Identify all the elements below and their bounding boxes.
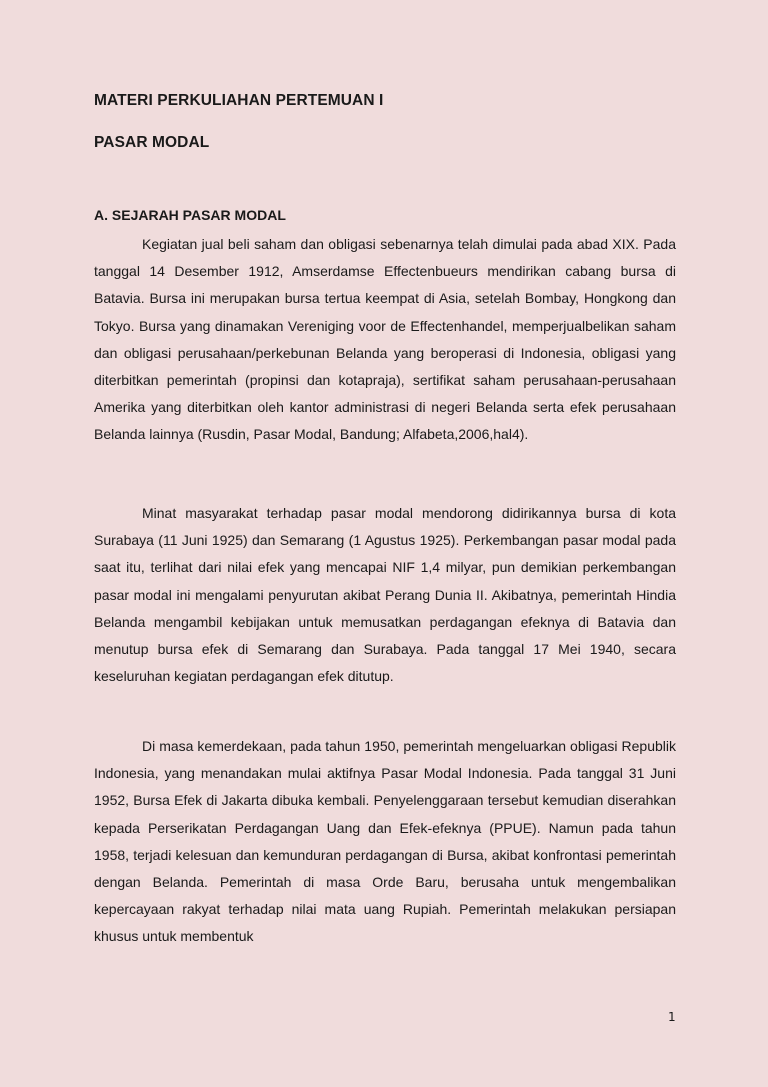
document-title-line-1: MATERI PERKULIAHAN PERTEMUAN I [94,92,384,109]
paragraph-2: Minat masyarakat terhadap pasar modal mendorong didirikannya bursa di kota Surabaya (11 Juni 1925) dan Semarang (1 Agustus 1925). Perkembangan pasar modal pada saat itu, terlihat dari nilai efek yang mencapai NIF 1,4 milyar, pun demikian perkembangan pasar modal ini mengalami penyurutan akibat Perang Dunia II. Akibatnya, pemerintah Hindia Belanda mengambil kebijakan untuk memusatkan perdagangan efeknya di Batavia dan menutup bursa efek di Semarang dan Surabaya. Pada tanggal 17 Mei 1940, secara keseluruhan kegiatan perdagangan efek ditutup. [94,505,676,685]
paragraph-1: Kegiatan jual beli saham dan obligasi sebenarnya telah dimulai pada abad XIX. Pada tanggal 14 Desember 1912, Amserdamse Effectenbueurs mendirikan cabang bursa di Batavia. Bursa ini merupakan bursa tertua keempat di Asia, setelah Bombay, Hongkong dan Tokyo. Bursa yang dinamakan Vereniging voor de Effectenhandel, memperjualbelikan saham dan obligasi perusahaan/perkebunan Belanda yang beroperasi di Indonesia, obligasi yang diterbitkan pemerintah (propinsi dan kotapraja), sertifikat saham perusahaan-perusahaan Amerika yang diterbitkan oleh kantor administrasi di negeri Belanda serta efek perusahaan Belanda lainnya (Rusdin, Pasar Modal, Bandung; Alfabeta,2006,hal4). [94,236,676,443]
document-page [94,0,676,1087]
section-heading: A. SEJARAH PASAR MODAL [94,207,286,223]
page-number: 1 [668,1010,676,1024]
paragraph-3: Di masa kemerdekaan, pada tahun 1950, pemerintah mengeluarkan obligasi Republik Indonesia, yang menandakan mulai aktifnya Pasar Modal Indonesia. Pada tanggal 31 Juni 1952, Bursa Efek di Jakarta dibuka kembali. Penyelenggaraan tersebut kemudian diserahkan kepada Perserikatan Perdagangan Uang dan Efek-efeknya (PPUE). Namun pada tahun 1958, terjadi kelesuan dan kemunduran perdagangan di Bursa, akibat konfrontasi pemerintah dengan Belanda. Pemerintah di masa Orde Baru, berusaha untuk mengembalikan kepercayaan rakyat terhadap nilai mata uang Rupiah. Pemerintah melakukan persiapan khusus untuk membentuk [94,738,676,945]
document-title-line-2: PASAR MODAL [94,134,210,151]
